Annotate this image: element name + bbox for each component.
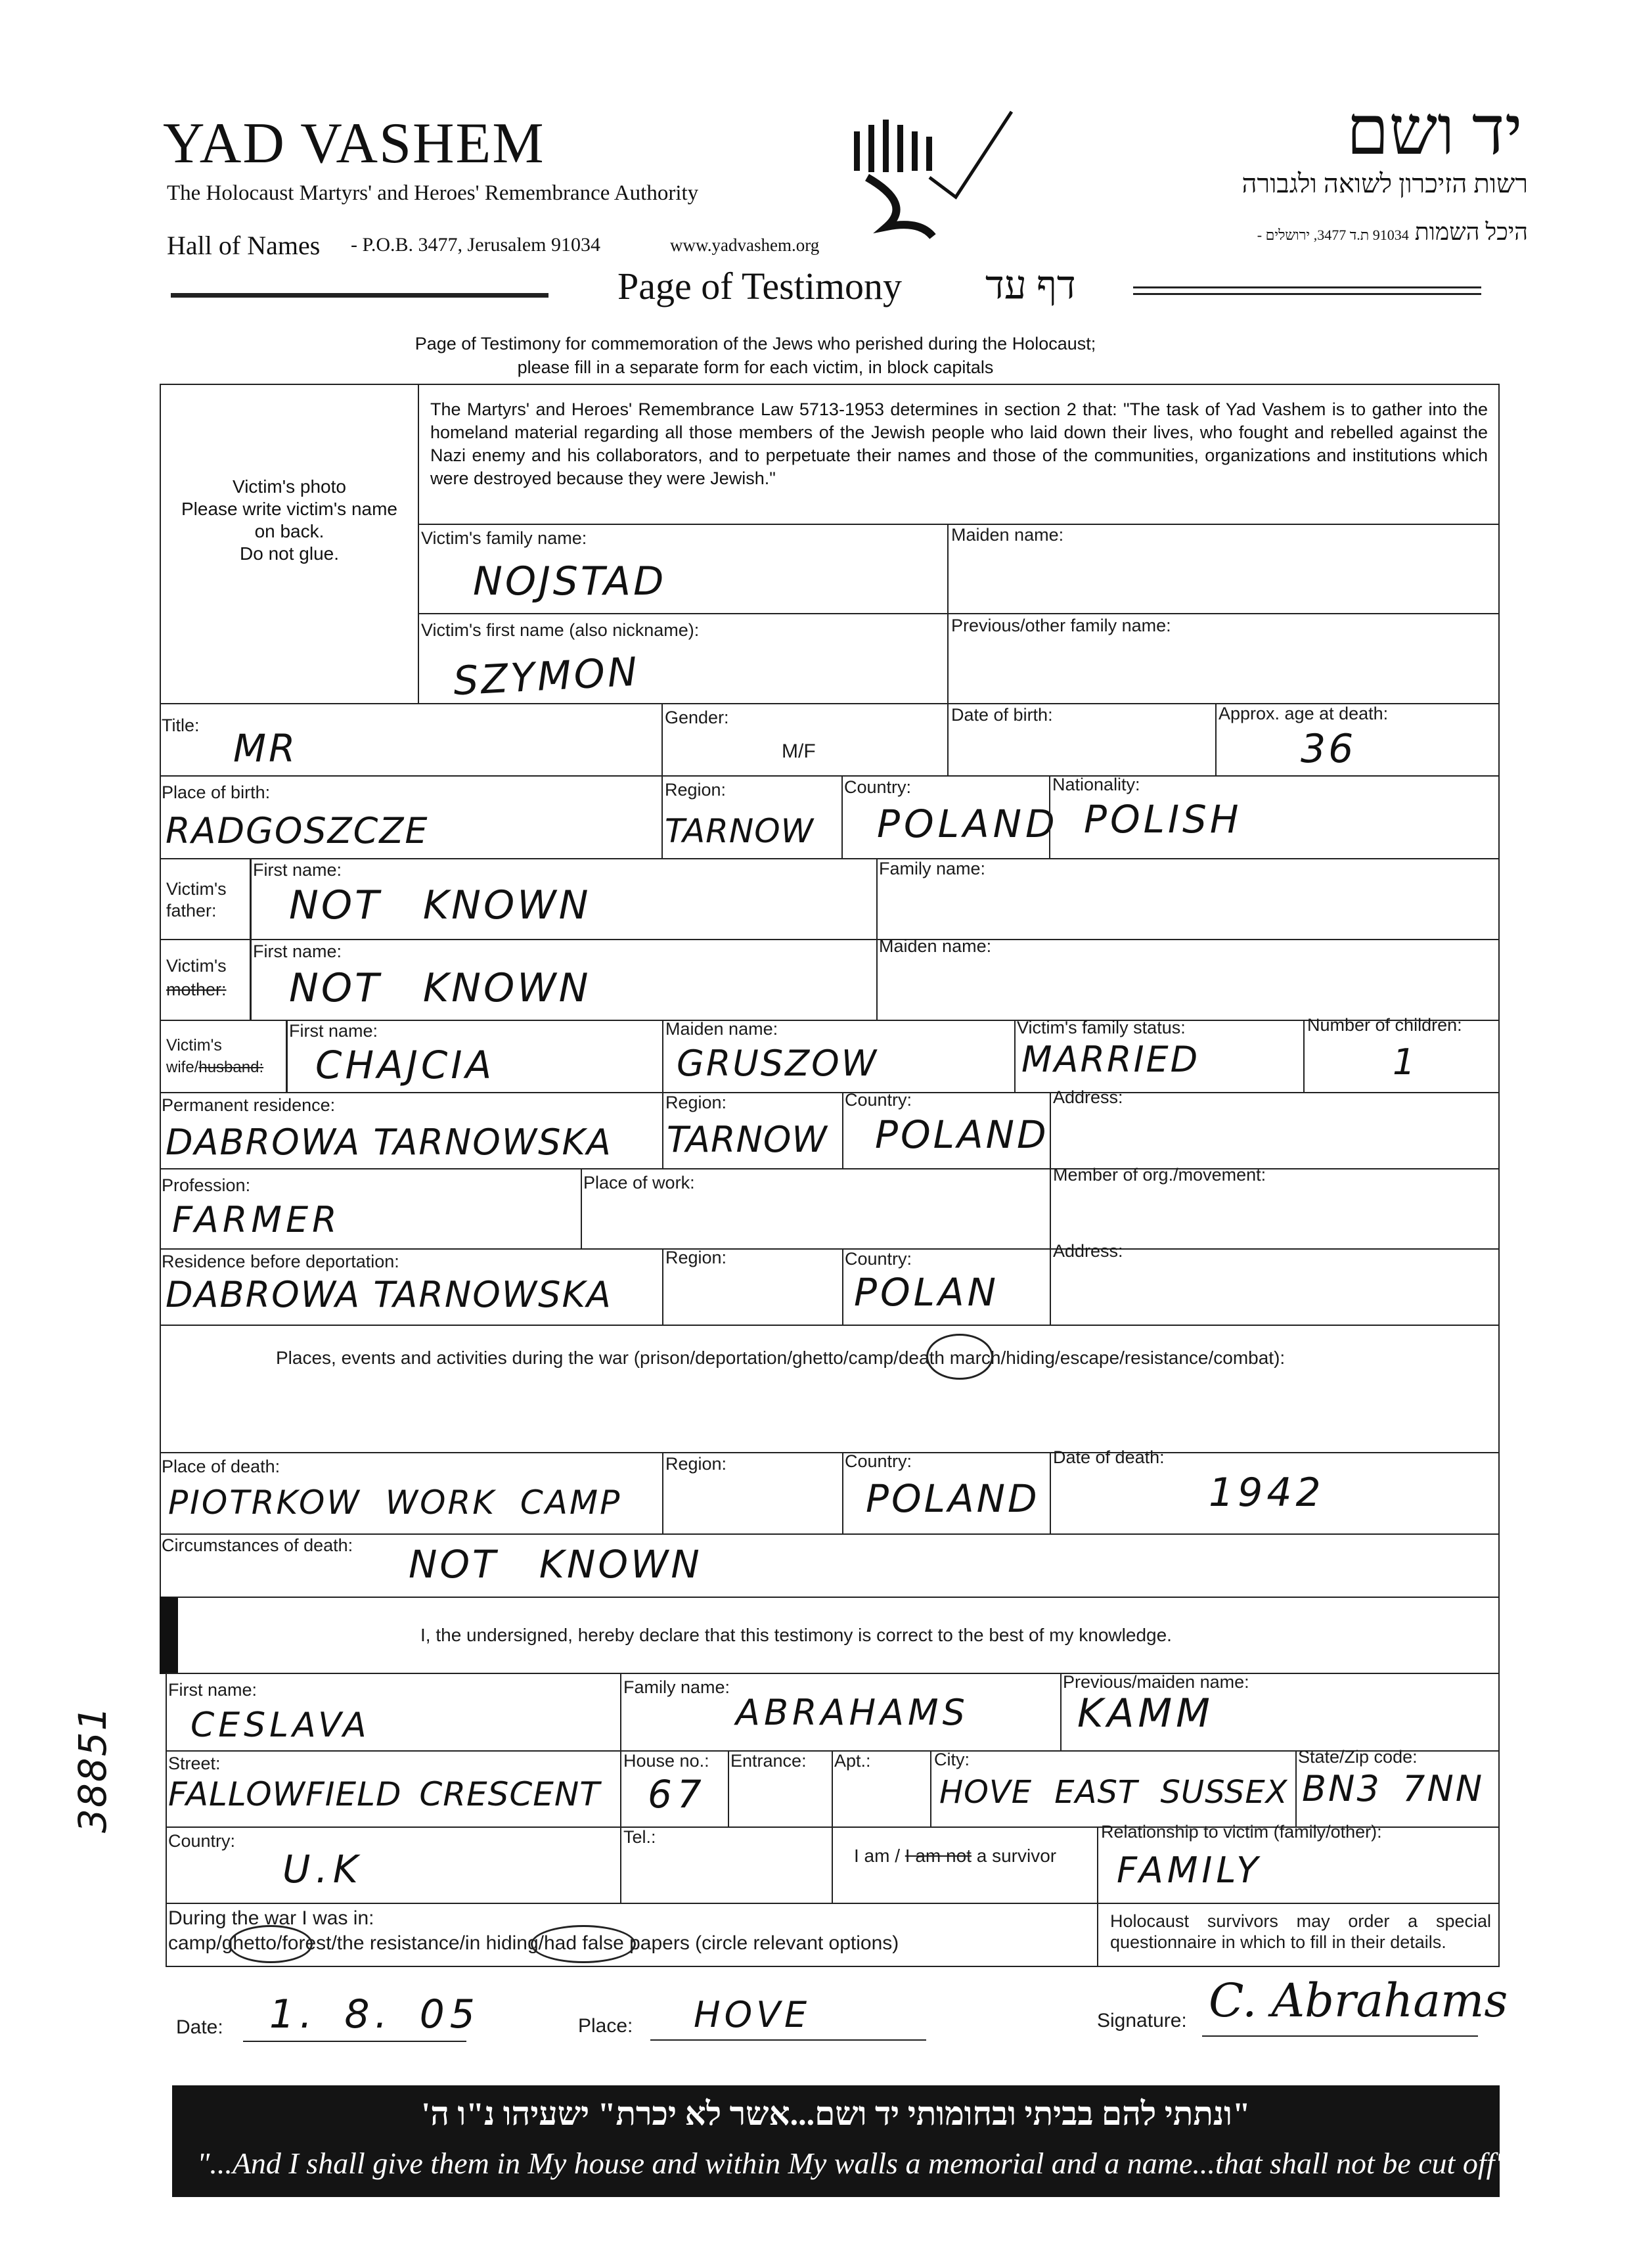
spouse-maiden-value: GRUSZOW xyxy=(677,1043,879,1084)
maiden-name-label: Maiden name: xyxy=(951,525,1064,545)
signature-underline xyxy=(1202,2035,1478,2037)
place-birth-value: RADGOSZCZE xyxy=(166,810,429,851)
address-en: - P.O.B. 3477, Jerusalem 91034 xyxy=(351,234,600,256)
circumstances-field[interactable] xyxy=(160,1533,1500,1598)
birth-country-label: Country: xyxy=(844,777,912,797)
spouse-label-1: Victim's xyxy=(166,1036,222,1055)
photo-instructions xyxy=(160,476,419,566)
submitter-country-label: Country: xyxy=(168,1831,236,1851)
signature-label: Signature: xyxy=(1097,2010,1187,2031)
dob-label: Date of birth: xyxy=(951,705,1053,725)
residence-before-label: Residence before deportation: xyxy=(162,1252,399,1271)
menorah-logo-icon xyxy=(847,105,1044,256)
hall-label-en: Hall of Names xyxy=(167,231,321,260)
title-label: Title: xyxy=(162,715,200,735)
res-region-label: Region: xyxy=(665,1093,727,1112)
title-rule-left xyxy=(171,293,548,298)
photo-line-2: Please write victim's name xyxy=(181,499,397,520)
date-label: Date: xyxy=(176,2016,223,2038)
date-death-value: 1942 xyxy=(1209,1470,1325,1516)
before-region-label: Region: xyxy=(665,1248,727,1267)
relationship-label: Relationship to victim (family/other): xyxy=(1101,1822,1382,1842)
hall-row-he xyxy=(1257,218,1528,246)
res-country-value: POLAND xyxy=(875,1112,1049,1157)
place-underline xyxy=(650,2039,926,2041)
place-label: Place: xyxy=(578,2015,633,2037)
declaration-text: I, the undersigned, hereby declare that this testimony is correct to the best of my knowledge. xyxy=(420,1625,1172,1645)
intro-line-1: Page of Testimony for commemoration of the Jews who perished during the Holocaust; xyxy=(414,334,1096,353)
place-death-value: PIOTRKOW WORK CAMP xyxy=(168,1484,622,1522)
res-country-label: Country: xyxy=(845,1090,912,1110)
date-death-label: Date of death: xyxy=(1053,1447,1165,1467)
footer-quote-he: "ונתתי להם בביתי ובחומותי יד ושם...אשר לא יכרת" ישעיהו נ"ו ה' xyxy=(421,2095,1251,2132)
tel-label: Tel.: xyxy=(623,1827,656,1847)
death-country-label: Country: xyxy=(845,1451,912,1471)
spouse-label-2 xyxy=(166,1059,263,1076)
city-value: HOVE EAST SUSSEX xyxy=(939,1774,1288,1811)
before-country-label: Country: xyxy=(845,1249,912,1269)
children-label: Number of children: xyxy=(1307,1015,1462,1035)
birth-region-label: Region: xyxy=(665,780,727,800)
circumstances-label: Circumstances of death: xyxy=(162,1535,353,1555)
house-no-value: 67 xyxy=(648,1772,707,1817)
org-subtitle-en: The Holocaust Martyrs' and Heroes' Remembrance Authority xyxy=(167,181,699,205)
submitter-previous-value: KAMM xyxy=(1077,1690,1214,1736)
spouse-first-label: First name: xyxy=(289,1021,378,1041)
survivors-note: Holocaust survivors may order a special questionnaire in which to fill in their details. xyxy=(1110,1911,1491,1953)
submitter-country-value: U.K xyxy=(282,1847,363,1892)
camp-circle xyxy=(926,1334,993,1380)
age-death-label: Approx. age at death: xyxy=(1219,704,1389,723)
hall-label-he: היכל השמות xyxy=(1414,219,1528,245)
gender-options: M/F xyxy=(782,740,816,762)
family-name-label: Victim's family name: xyxy=(421,528,587,548)
profession-label: Profession: xyxy=(162,1175,251,1195)
survivor-a-survivor: a survivor xyxy=(976,1846,1057,1866)
in-hiding-circle xyxy=(531,1925,636,1963)
title-rule-right-2 xyxy=(1133,293,1481,295)
photo-line-1: Victim's photo xyxy=(233,476,346,497)
photo-line-3: on back. xyxy=(254,521,324,542)
zip-value: BN3 7NN xyxy=(1302,1768,1485,1809)
during-war-label: During the war I was in: xyxy=(168,1907,374,1929)
places-events-label: Places, events and activities during the war (prison/deportation/ghetto/camp/death march/hiding/escape/resistance/combat): xyxy=(276,1348,1286,1368)
title-rule-right xyxy=(1133,286,1481,288)
spouse-label-husband: husband: xyxy=(198,1058,264,1076)
father-first-value: NOT KNOWN xyxy=(289,882,591,928)
mother-first-value: NOT KNOWN xyxy=(289,965,591,1011)
street-label: Street: xyxy=(168,1754,221,1773)
member-org-label: Member of org./movement: xyxy=(1053,1165,1266,1185)
age-death-value: 36 xyxy=(1301,726,1356,772)
death-region-label: Region: xyxy=(665,1454,727,1474)
org-subtitle-he: רשות הזיכרון לשואה ולגבורה xyxy=(1242,169,1528,198)
family-status-value: MARRIED xyxy=(1021,1039,1200,1080)
signature-value: C. Abrahams xyxy=(1209,1974,1508,2028)
spouse-divider xyxy=(286,1020,288,1093)
place-work-label: Place of work: xyxy=(583,1173,695,1192)
submitter-family-label: Family name: xyxy=(623,1677,730,1697)
birth-country-value: POLAND xyxy=(877,802,1059,846)
permanent-residence-value: DABROWA TARNOWSKA xyxy=(166,1122,612,1163)
city-label: City: xyxy=(934,1750,970,1769)
father-first-label: First name: xyxy=(253,860,342,880)
survivor-i-am: I am / xyxy=(854,1846,901,1866)
father-family-label: Family name: xyxy=(879,859,986,878)
submitter-previous-label: Previous/maiden name: xyxy=(1063,1672,1249,1692)
res-address-label: Address: xyxy=(1053,1087,1123,1107)
street-value: FALLOWFIELD CRESCENT xyxy=(168,1775,600,1813)
birth-region-value: TARNOW xyxy=(665,812,815,850)
father-label-2: father: xyxy=(166,901,217,920)
address-he: 91034 ת.ד 3477, ירושלים - xyxy=(1257,227,1409,243)
submitter-family-value: ABRAHAMS xyxy=(736,1692,969,1733)
family-status-label: Victim's family status: xyxy=(1017,1018,1186,1037)
survivor-i-am-not: I am not xyxy=(905,1846,972,1866)
entrance-label: Entrance: xyxy=(730,1751,807,1771)
side-number: 38851 xyxy=(70,1705,115,1833)
spouse-first-value: CHAJCIA xyxy=(315,1043,495,1087)
date-value: 1. 8. 05 xyxy=(269,1991,480,2037)
footer-quote-en-row xyxy=(197,2146,1596,2181)
first-name-label: Victim's first name (also nickname): xyxy=(421,620,700,640)
res-region-value: TARNOW xyxy=(667,1119,828,1160)
mother-label-1: Victim's xyxy=(166,956,227,976)
family-name-value: NOJSTAD xyxy=(473,558,667,604)
place-birth-label: Place of birth: xyxy=(162,782,271,802)
residence-before-value: DABROWA TARNOWSKA xyxy=(166,1274,612,1315)
footer-quote-en: "...And I shall give them in My house and within My walls a memorial and a name...that shall not be cut off" xyxy=(197,2146,1508,2180)
first-name-value: SZYMON xyxy=(452,648,641,705)
mother-label-2: mother: xyxy=(166,980,227,999)
title-value: MR xyxy=(233,726,298,771)
submitter-first-label: First name: xyxy=(168,1680,257,1700)
relationship-value: FAMILY xyxy=(1117,1849,1263,1891)
apt-label: Apt.: xyxy=(834,1751,871,1771)
org-name-he: יד ושם xyxy=(1346,93,1523,169)
spouse-maiden-label: Maiden name: xyxy=(665,1019,778,1039)
before-address-label: Address: xyxy=(1053,1241,1123,1261)
mother-maiden-label: Maiden name: xyxy=(879,936,992,956)
places-events-field[interactable] xyxy=(160,1325,1500,1453)
zip-label: State/Zip code: xyxy=(1298,1747,1418,1767)
form-title-en: Page of Testimony xyxy=(617,265,903,307)
before-country-value: POLAN xyxy=(854,1270,1000,1315)
profession-value: FARMER xyxy=(172,1199,341,1240)
during-war-options: camp/ghetto/forest/the resistance/in hiding/had false papers (circle relevant options) xyxy=(168,1932,899,1954)
date-underline xyxy=(243,2041,466,2042)
father-label-1: Victim's xyxy=(166,879,227,899)
mother-divider xyxy=(250,939,252,1021)
house-no-label: House no.: xyxy=(623,1751,709,1771)
submitter-first-value: CESLAVA xyxy=(190,1706,370,1745)
photo-line-4: Do not glue. xyxy=(240,543,339,564)
form-title-he: דף עד xyxy=(985,263,1076,307)
ghetto-circle xyxy=(229,1925,313,1963)
spouse-label-wife: wife/ xyxy=(166,1058,199,1076)
children-value: 1 xyxy=(1393,1041,1418,1083)
death-country-value: POLAND xyxy=(866,1476,1040,1521)
father-divider xyxy=(250,858,252,940)
intro-line-2: please fill in a separate form for each victim, in block capitals xyxy=(517,357,994,377)
permanent-residence-label: Permanent residence: xyxy=(162,1095,336,1115)
circumstances-value: NOT KNOWN xyxy=(409,1542,702,1587)
footer-citation: Isaiah 56:5 xyxy=(1515,2158,1596,2178)
place-value: HOVE xyxy=(694,1994,811,2035)
previous-family-label: Previous/other family name: xyxy=(951,616,1171,635)
nationality-value: POLISH xyxy=(1084,797,1242,842)
place-death-label: Place of death: xyxy=(162,1457,280,1476)
website: www.yadvashem.org xyxy=(670,235,820,255)
org-name-en: YAD VASHEM xyxy=(163,112,545,175)
mother-first-label: First name: xyxy=(253,941,342,961)
gender-label: Gender: xyxy=(665,708,729,727)
law-text: The Martyrs' and Heroes' Remembrance Law 5713-1953 determines in section 2 that: "The task of Yad Vashem is to gather into the homeland material regarding all those members of the Jewish people who laid down their lives, who fought and rebelled against the Nazi enemy and his collaborators, and to perpetuate their names and those of the communities, organizations and institutions which were destroyed because they were Jewish." xyxy=(430,399,1488,489)
survivor-text xyxy=(854,1846,1056,1865)
nationality-label: Nationality: xyxy=(1052,775,1140,794)
